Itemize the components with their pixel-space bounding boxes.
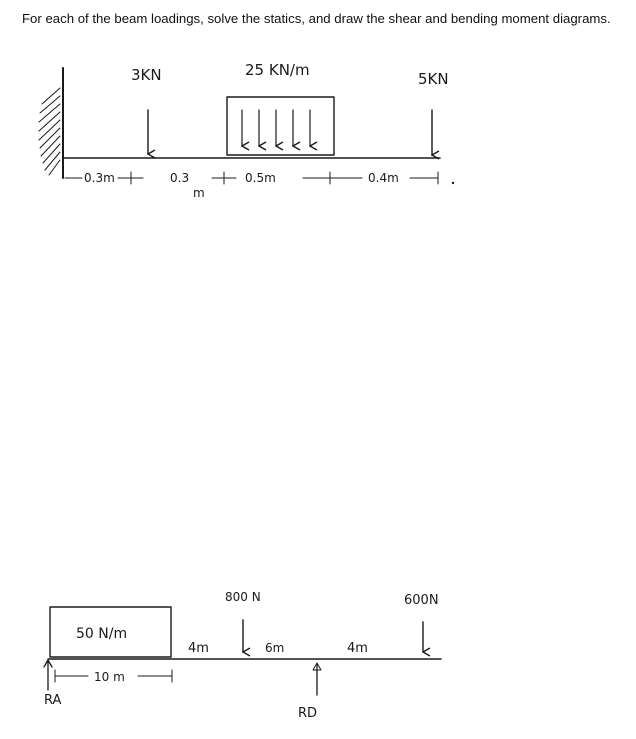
point-load-label-800n: 800 N [225, 590, 261, 604]
fixed-wall-support [39, 68, 63, 178]
distributed-load-label: 25 KN/m [245, 61, 310, 79]
beam-problem-1 [39, 61, 454, 200]
dim-label-m: m [193, 186, 205, 200]
dim-label-0-3m: 0.3m [84, 171, 115, 185]
distributed-load-block [227, 97, 334, 155]
dim-label-10m: 10 m [94, 670, 125, 684]
dim-label-0-4m: 0.4m [368, 171, 399, 185]
reaction-label-d: RD [298, 706, 318, 721]
dim-label-4m-gap: 4m [188, 641, 209, 656]
dim-label-0-3: 0.3 [170, 171, 190, 185]
dim-label-0-5m: 0.5m [245, 171, 276, 185]
reaction-label-a: RA [44, 693, 62, 708]
distributed-load-label-2: 50 N/m [76, 626, 128, 642]
point-load-label-3kn: 3KN [131, 66, 162, 84]
dimension-line-1 [65, 171, 454, 200]
point-load-label-5kn: 5KN [418, 70, 449, 88]
dimension-10m [55, 670, 172, 684]
dim-label-4m-end: 4m [347, 641, 368, 656]
beam-problem-2 [44, 590, 441, 721]
point-load-label-600n: 600N [404, 593, 439, 608]
dim-label-6m: 6m [265, 641, 285, 655]
problem-instructions: For each of the beam loadings, solve the statics, and draw the shear and bending moment diagrams. [22, 11, 611, 26]
